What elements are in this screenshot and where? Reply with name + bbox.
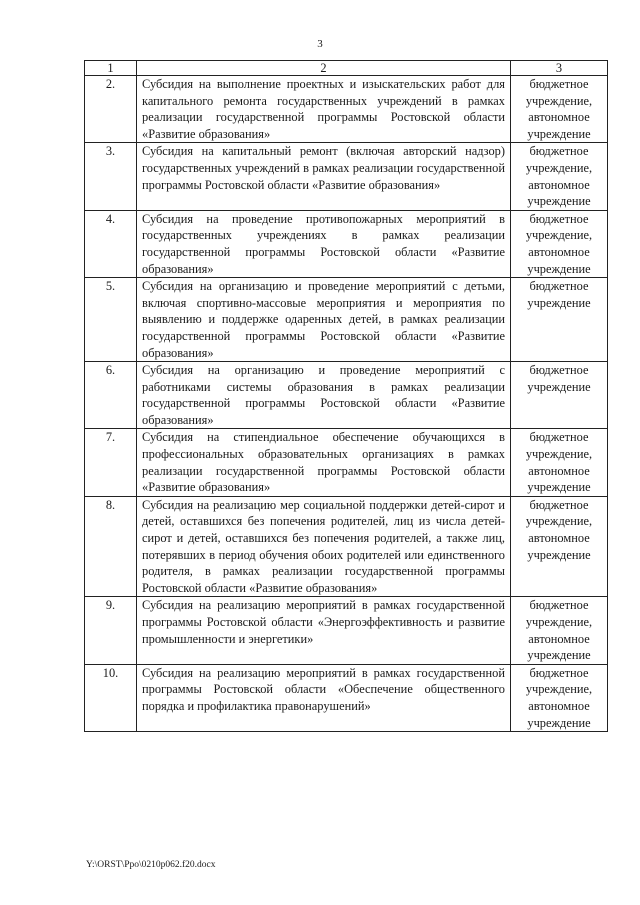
row-number: 7.: [85, 429, 137, 496]
table-row: [85, 278, 608, 362]
header-col-2: 2: [137, 61, 511, 76]
page-number: 3: [317, 38, 323, 50]
table-row: [85, 496, 608, 597]
table-row: [85, 210, 608, 277]
table-row: [85, 664, 608, 731]
row-institution-type: бюджетное учреждение, автономное учреждение: [511, 597, 608, 664]
row-description: Субсидия на реализацию мероприятий в рамках государственной программы Ростовской области «Энергоэффективность и развитие промышленности и энергетики»: [137, 597, 511, 664]
table-header-row: [85, 61, 608, 76]
footer-file-path: Y:\ORST\Ppo\0210p062.f20.docx: [86, 860, 216, 870]
row-institution-type: бюджетное учреждение, автономное учреждение: [511, 429, 608, 496]
row-number: 3.: [85, 143, 137, 210]
header-col-3: 3: [511, 61, 608, 76]
row-description: Субсидия на организацию и проведение мероприятий с детьми, включая спортивно-массовые мероприятия и мероприятия по выявлению и поддержке одаренных детей, в рамках реализации государственной программы Ростовской области «Развитие образования»: [137, 278, 511, 362]
row-description: Субсидия на организацию и проведение мероприятий с работниками системы образования в рамках реализации государственной программы Ростовской области «Развитие образования»: [137, 362, 511, 429]
row-number: 5.: [85, 278, 137, 362]
row-description: Субсидия на проведение противопожарных мероприятий в государственных учреждениях в рамках реализации государственной программы Ростовской области «Развитие образования»: [137, 210, 511, 277]
row-institution-type: бюджетное учреждение, автономное учреждение: [511, 664, 608, 731]
row-institution-type: бюджетное учреждение: [511, 362, 608, 429]
row-description: Субсидия на реализацию мероприятий в рамках государственной программы Ростовской области «Обеспечение общественного порядка и профилактика правонарушений»: [137, 664, 511, 731]
header-col-1: 1: [85, 61, 137, 76]
table-row: [85, 143, 608, 210]
row-number: 10.: [85, 664, 137, 731]
row-description: Субсидия на реализацию мер социальной поддержки детей-сирот и детей, оставшихся без попечения родителей, лиц из числа детей-сирот и детей, оставшихся без попечения родителей, а также лиц, потерявших в период обучения обоих родителей или единственного родителя, в рамках реализации государственной программы Ростовской области «Развитие образования»: [137, 496, 511, 597]
table-row: [85, 429, 608, 496]
table-row: [85, 76, 608, 143]
row-institution-type: бюджетное учреждение, автономное учреждение: [511, 496, 608, 597]
table-row: [85, 362, 608, 429]
row-number: 9.: [85, 597, 137, 664]
subsidy-table: [84, 60, 608, 732]
row-description: Субсидия на стипендиальное обеспечение обучающихся в профессиональных образовательных организациях в рамках реализации государственной программы Ростовской области «Развитие образования»: [137, 429, 511, 496]
row-institution-type: бюджетное учреждение, автономное учреждение: [511, 76, 608, 143]
row-institution-type: бюджетное учреждение, автономное учреждение: [511, 143, 608, 210]
row-institution-type: бюджетное учреждение: [511, 278, 608, 362]
row-number: 6.: [85, 362, 137, 429]
row-number: 4.: [85, 210, 137, 277]
row-number: 2.: [85, 76, 137, 143]
row-description: Субсидия на выполнение проектных и изыскательских работ для капитального ремонта государственных учреждений в рамках реализации государственной программы Ростовской области «Развитие образования»: [137, 76, 511, 143]
row-description: Субсидия на капитальный ремонт (включая авторский надзор) государственных учреждений в рамках реализации государственной программы Ростовской области «Развитие образования»: [137, 143, 511, 210]
row-institution-type: бюджетное учреждение, автономное учреждение: [511, 210, 608, 277]
table-row: [85, 597, 608, 664]
row-number: 8.: [85, 496, 137, 597]
